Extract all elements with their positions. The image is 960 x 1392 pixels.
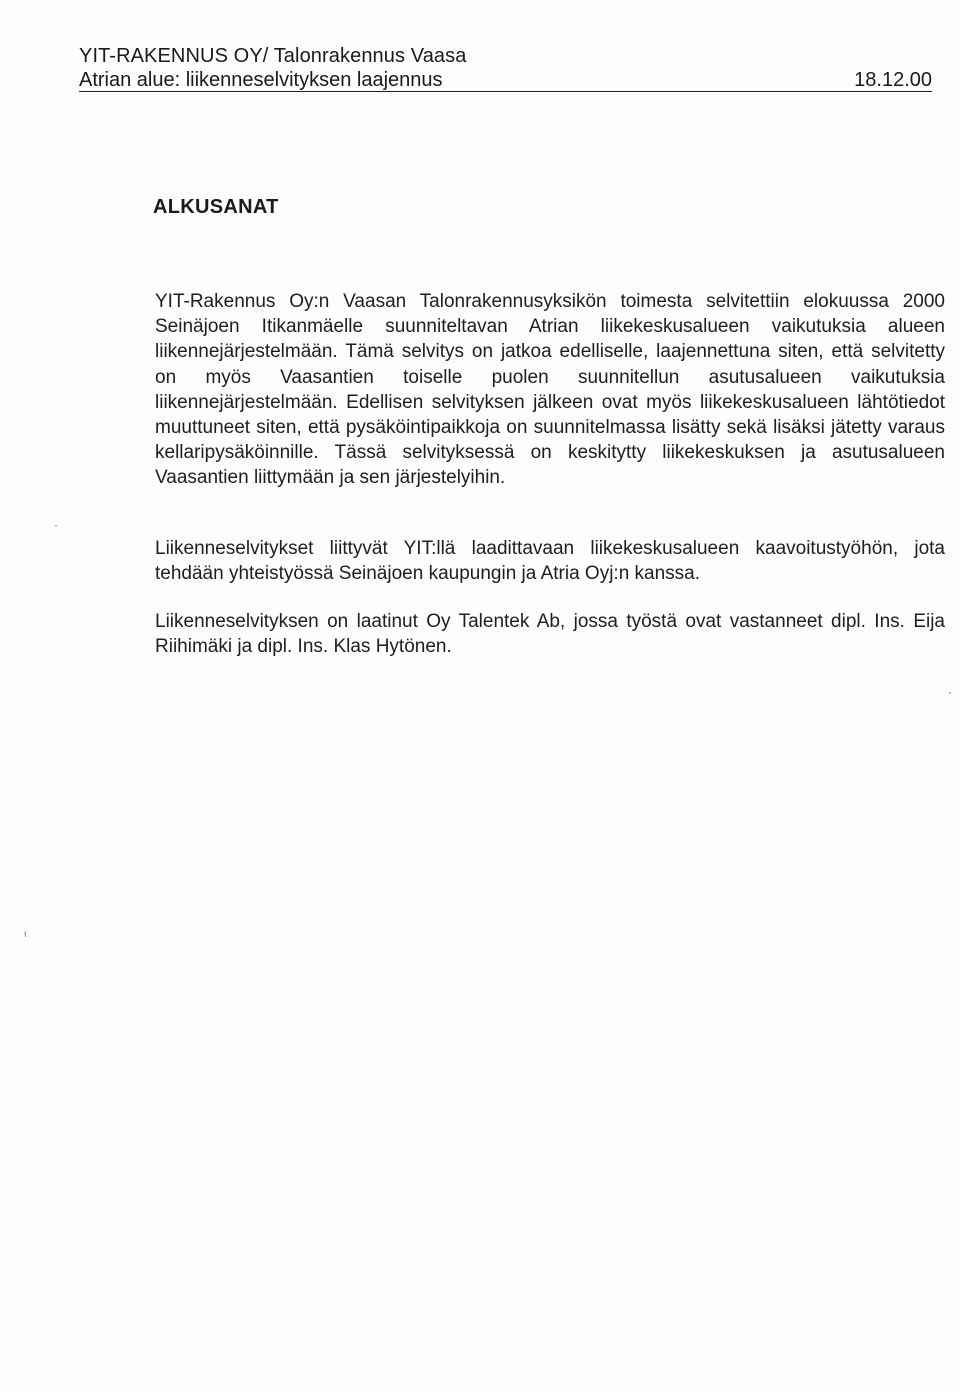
header-subject: Atrian alue: liikenneselvityksen laajennus	[79, 69, 443, 91]
paragraph-intro: YIT-Rakennus Oy:n Vaasan Talonrakennusyksikön toimesta selvitettiin elokuussa 2000 Seinäjoen Itikanmäelle suunniteltavan Atrian liikekeskusalueen vaikutuksia alueen liikennejärjestelmään. Tämä selvitys on jatkoa edelliselle, laajennettuna siten, että selvitetty on myös Vaasantien toiselle puolen suunnitellun asutusalueen vaikutuksia liikennejärjestelmään. Edellisen selvityksen jälkeen ovat myös liikekeskusalueen lähtötiedot muuttuneet siten, että pysäköintipaikkoja on suunnitelmassa lisätty sekä lisäksi jätetty varaus kellaripysäköinnille. Tässä selvityksessä on keskitytty liikekeskuksen ja asutusalueen Vaasantien liittymään ja sen järjestelyihin.	[155, 291, 945, 489]
scan-speck: ·	[948, 685, 952, 699]
paragraph-authors: Liikenneselvityksen on laatinut Oy Talentek Ab, jossa työstä ovat vastanneet dipl. Ins. Eija Riihimäki ja dipl. Ins. Klas Hytönen.	[155, 611, 945, 658]
scan-speck: ˈ	[54, 523, 58, 537]
header-divider	[79, 91, 932, 92]
header-company: YIT-RAKENNUS OY/ Talonrakennus Vaasa	[79, 45, 467, 67]
section-title: ALKUSANAT	[153, 196, 279, 218]
paragraph-relation: Liikenneselvitykset liittyvät YIT:llä laadittavaan liikekeskusalueen kaavoitustyöhön, jota tehdään yhteistyössä Seinäjoen kaupungin ja Atria Oyj:n kanssa.	[155, 538, 945, 585]
scan-speck: ⁽	[24, 929, 27, 943]
header-date: 18.12.00	[854, 69, 932, 91]
page-header	[79, 44, 937, 94]
